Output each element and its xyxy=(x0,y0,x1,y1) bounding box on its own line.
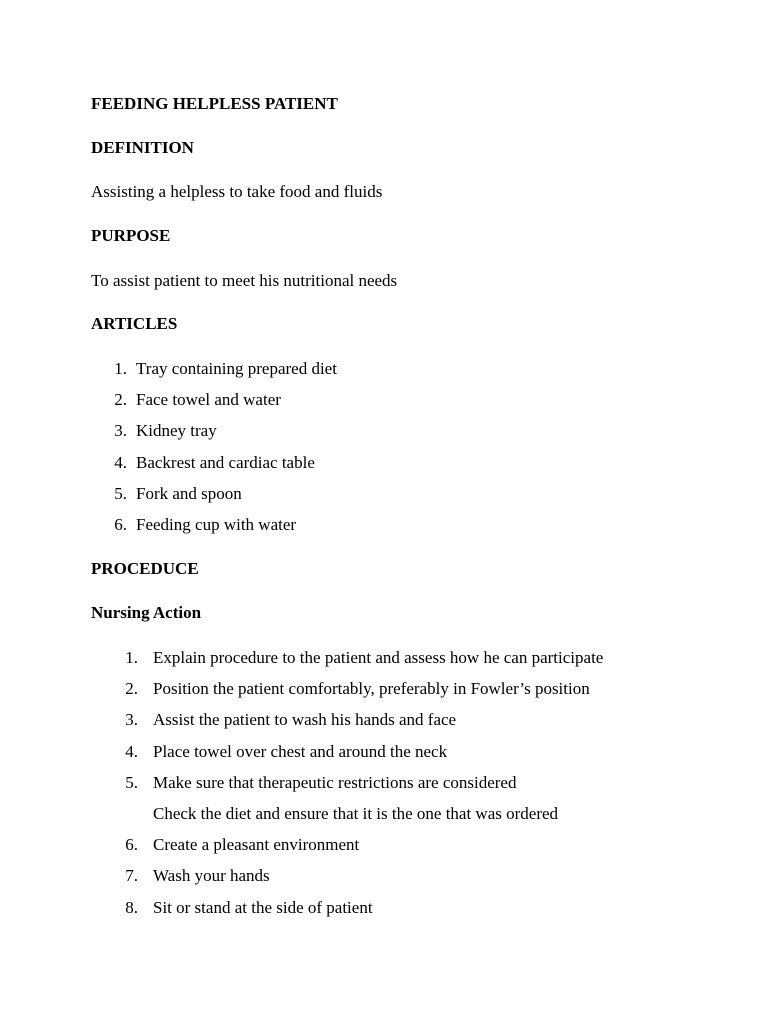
list-item-number: 1. xyxy=(114,359,127,378)
definition-heading: DEFINITION xyxy=(91,138,194,157)
list-item-number: 3. xyxy=(125,710,138,729)
list-item-text: Explain procedure to the patient and assess how he can participate xyxy=(153,648,604,667)
procedure-heading: PROCEDUCE xyxy=(91,559,199,578)
nursing-action-subheading: Nursing Action xyxy=(91,603,202,622)
list-item-number: 2. xyxy=(114,390,127,409)
list-item-text: Wash your hands xyxy=(153,866,270,885)
definition-text: Assisting a helpless to take food and fluids xyxy=(91,182,383,201)
list-item-text: Feeding cup with water xyxy=(136,515,297,534)
list-item-number: 7. xyxy=(125,866,138,885)
list-item-number: 4. xyxy=(114,453,127,472)
list-item-text: Place towel over chest and around the neck xyxy=(153,742,448,761)
list-item-number: 1. xyxy=(125,648,138,667)
list-item-number: 8. xyxy=(125,898,138,917)
list-item-number: 5. xyxy=(125,773,138,792)
list-item-number: 5. xyxy=(114,484,127,503)
articles-heading: ARTICLES xyxy=(91,314,178,333)
list-item-text: Backrest and cardiac table xyxy=(136,453,315,472)
document-title: FEEDING HELPLESS PATIENT xyxy=(91,94,338,113)
purpose-text: To assist patient to meet his nutritional needs xyxy=(91,271,398,290)
list-item-text: Assist the patient to wash his hands and face xyxy=(153,710,457,729)
list-item-text: Check the diet and ensure that it is the one that was ordered xyxy=(153,804,559,823)
list-item-text: Kidney tray xyxy=(136,421,217,440)
list-item-text: Position the patient comfortably, preferably in Fowler’s position xyxy=(153,679,590,698)
list-item-number: 6. xyxy=(114,515,127,534)
list-item-number: 6. xyxy=(125,835,138,854)
list-item-text: Sit or stand at the side of patient xyxy=(153,898,373,917)
list-item-number: 4. xyxy=(125,742,138,761)
purpose-heading: PURPOSE xyxy=(91,226,171,245)
list-item-text: Create a pleasant environment xyxy=(153,835,360,854)
list-item-text: Make sure that therapeutic restrictions are considered xyxy=(153,773,517,792)
list-item-number: 3. xyxy=(114,421,127,440)
list-item-text: Tray containing prepared diet xyxy=(136,359,337,378)
list-item-number: 2. xyxy=(125,679,138,698)
list-item-text: Fork and spoon xyxy=(136,484,242,503)
list-item-text: Face towel and water xyxy=(136,390,281,409)
